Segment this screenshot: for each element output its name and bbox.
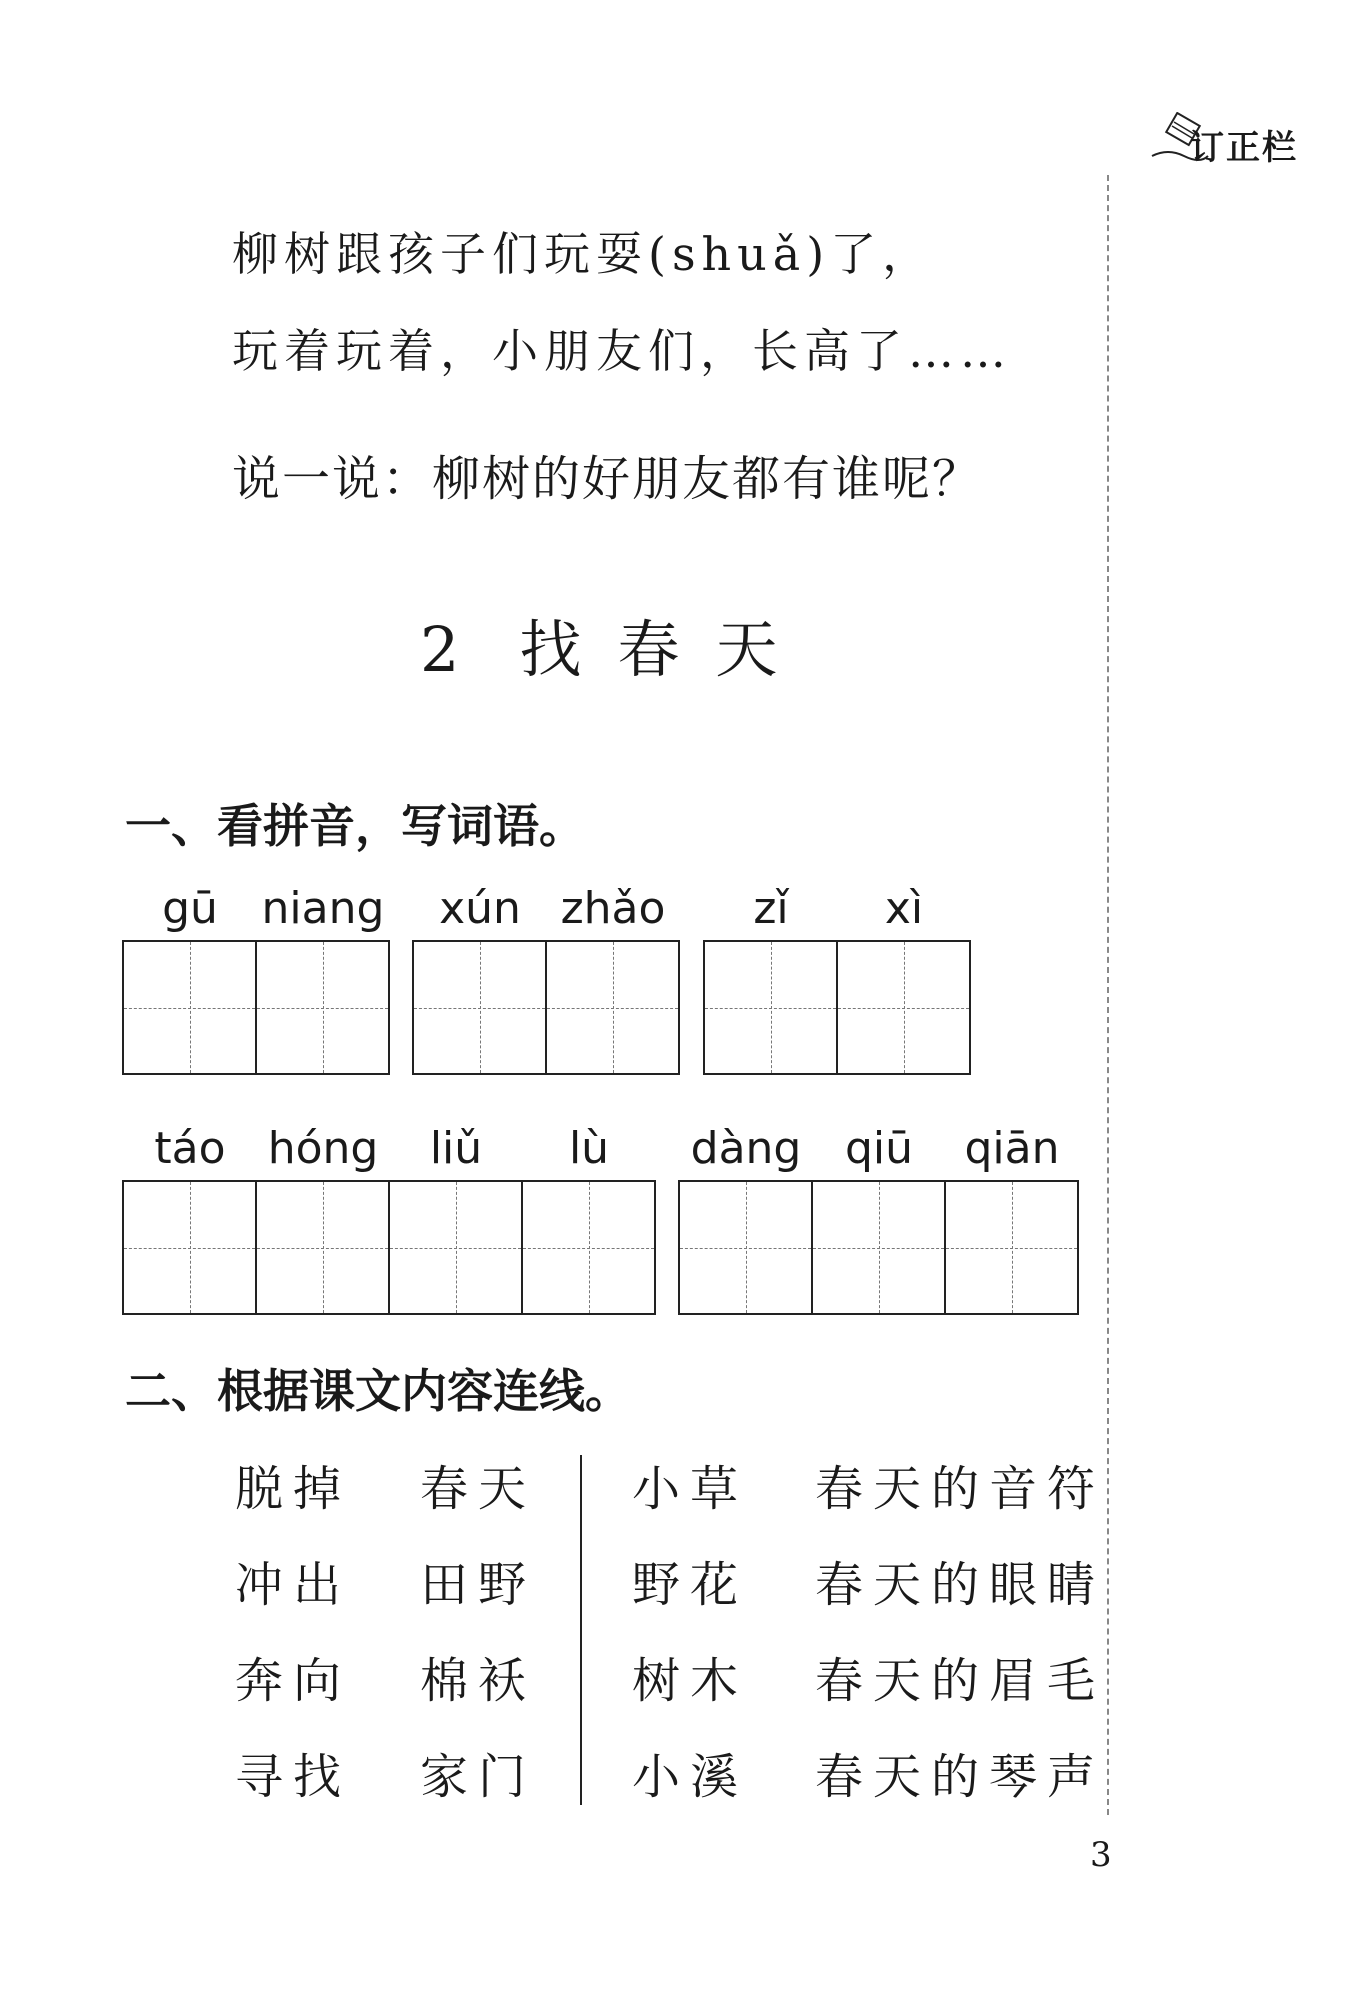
pinyin: xì: [884, 883, 924, 934]
match-item[interactable]: 冲出: [235, 1557, 352, 1613]
pinyin: niang: [261, 883, 385, 934]
match-item[interactable]: 小草: [632, 1461, 749, 1517]
lesson-number: 2: [420, 613, 460, 686]
pinyin: hóng: [267, 1123, 379, 1174]
pinyin: gū: [162, 883, 218, 934]
match-item[interactable]: 春天的琴声: [815, 1749, 1106, 1805]
poem-line-1: 柳树跟孩子们玩耍(shuǎ)了，: [232, 227, 935, 281]
writing-grid[interactable]: [412, 940, 680, 1075]
writing-cell[interactable]: [705, 942, 836, 1073]
lesson-title-char: 天: [715, 613, 778, 686]
writing-cell[interactable]: [255, 1182, 388, 1313]
match-item[interactable]: 春天的眉毛: [815, 1653, 1106, 1709]
pinyin: lù: [568, 1123, 610, 1174]
writing-cell[interactable]: [680, 1182, 811, 1313]
writing-cell[interactable]: [255, 942, 388, 1073]
pinyin: qiān: [964, 1123, 1060, 1174]
writing-cell[interactable]: [388, 1182, 521, 1313]
match-item[interactable]: 野花: [632, 1557, 749, 1613]
match-item[interactable]: 寻找: [235, 1749, 352, 1805]
writing-cell[interactable]: [944, 1182, 1077, 1313]
section-1-heading: 一、看拼音，写词语。: [125, 799, 585, 853]
pinyin: qiū: [844, 1123, 914, 1174]
section-2-heading: 二、根据课文内容连线。: [125, 1364, 631, 1418]
match-divider: [580, 1455, 582, 1805]
lesson-title-char: 找: [519, 613, 582, 686]
match-item[interactable]: 脱掉: [235, 1461, 352, 1517]
match-item[interactable]: 小溪: [632, 1749, 749, 1805]
writing-cell[interactable]: [521, 1182, 654, 1313]
match-item[interactable]: 树木: [632, 1653, 749, 1709]
pinyin: xún: [439, 883, 521, 934]
pinyin: zǐ: [753, 883, 789, 934]
correction-column-header: [1150, 112, 1330, 172]
pinyin: táo: [154, 1123, 226, 1174]
pinyin: liǔ: [429, 1123, 483, 1174]
lesson-title: [420, 600, 778, 689]
writing-grid[interactable]: [122, 1180, 656, 1315]
writing-grid[interactable]: [122, 940, 390, 1075]
match-item[interactable]: 春天的音符: [815, 1461, 1106, 1517]
match-item[interactable]: 奔向: [235, 1653, 352, 1709]
writing-cell[interactable]: [811, 1182, 944, 1313]
poem-line-2: 玩着玩着，小朋友们，长高了……: [232, 324, 1012, 378]
match-item[interactable]: 家门: [420, 1749, 537, 1805]
pinyin: zhǎo: [560, 883, 666, 934]
writing-grid[interactable]: [678, 1180, 1079, 1315]
lesson-title-char: 春: [617, 613, 680, 686]
discussion-question: 说一说：柳树的好朋友都有谁呢？: [232, 451, 983, 507]
correction-column-title: 订正栏: [1190, 128, 1298, 168]
match-item[interactable]: 春天: [420, 1461, 537, 1517]
match-item[interactable]: 田野: [420, 1557, 537, 1613]
pinyin: dàng: [690, 1123, 802, 1174]
page-number: 3: [1090, 1835, 1112, 1875]
writing-cell[interactable]: [545, 942, 678, 1073]
writing-cell[interactable]: [414, 942, 545, 1073]
match-item[interactable]: 棉袄: [420, 1653, 537, 1709]
writing-cell[interactable]: [836, 942, 969, 1073]
correction-divider: [1107, 175, 1109, 1815]
match-item[interactable]: 春天的眼睛: [815, 1557, 1106, 1613]
writing-cell[interactable]: [124, 1182, 255, 1313]
writing-cell[interactable]: [124, 942, 255, 1073]
writing-grid[interactable]: [703, 940, 971, 1075]
